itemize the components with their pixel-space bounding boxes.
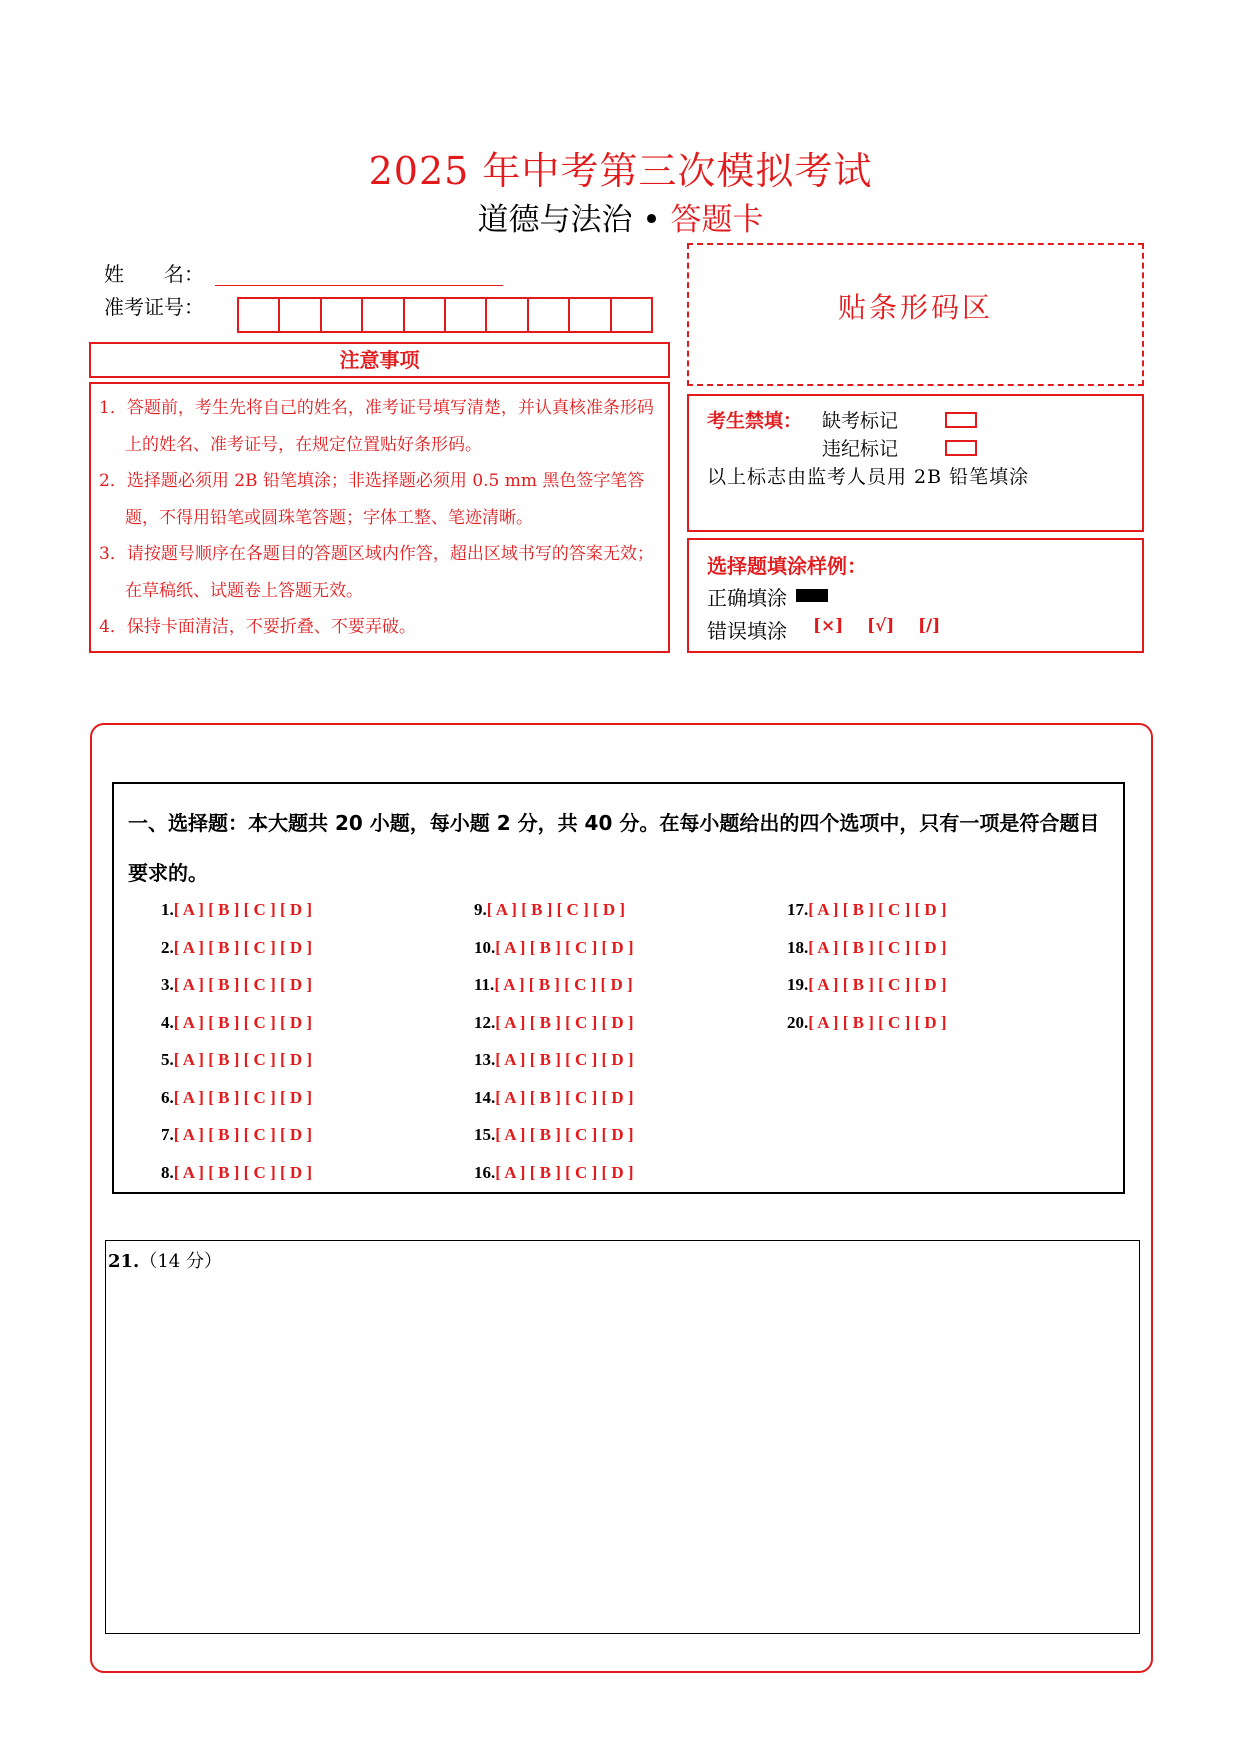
question-number: 14. xyxy=(474,1087,496,1107)
choice-question-row xyxy=(161,1013,312,1033)
name-label: 姓 名： xyxy=(104,262,204,286)
answer-options[interactable]: [ A ] [ B ] [ C ] [ D ] xyxy=(486,900,626,919)
id-digit-box[interactable] xyxy=(239,299,280,331)
proctor-note: 以上标志由监考人员用 2B 铅笔填涂 xyxy=(707,466,1030,488)
fill-example-heading: 选择题填涂样例： xyxy=(707,554,867,578)
choice-question-row xyxy=(474,1013,634,1033)
notice-heading: 注意事项 xyxy=(89,342,670,378)
answer-options[interactable]: [ A ] [ B ] [ C ] [ D ] xyxy=(495,1087,634,1107)
absent-label: 缺考标记 xyxy=(822,410,899,432)
choice-question-row xyxy=(787,1013,947,1033)
answer-options[interactable]: [ A ] [ B ] [ C ] [ D ] xyxy=(173,975,313,994)
violation-label: 违纪标记 xyxy=(822,438,899,460)
choice-question-row xyxy=(161,1163,312,1183)
question-number: 10. xyxy=(474,937,496,957)
choice-question-row xyxy=(474,938,634,958)
choice-question-row xyxy=(787,975,947,995)
wrong-mark-check: [√] xyxy=(867,616,895,636)
question-number: 16. xyxy=(474,1162,496,1182)
choice-question-row xyxy=(161,1088,312,1108)
wrong-fill-label: 错误填涂 xyxy=(707,619,787,643)
answer-options[interactable]: [ A ] [ B ] [ C ] [ D ] xyxy=(173,1125,313,1144)
answer-options[interactable]: [ A ] [ B ] [ C ] [ D ] xyxy=(808,975,947,994)
choice-question-row xyxy=(787,938,947,958)
question-number: 20. xyxy=(787,1012,809,1032)
absent-mark-box[interactable] xyxy=(945,412,977,428)
barcode-area xyxy=(687,243,1144,386)
answer-options[interactable]: [ A ] [ B ] [ C ] [ D ] xyxy=(495,1162,634,1182)
answer-options[interactable]: [ A ] [ B ] [ C ] [ D ] xyxy=(494,975,633,994)
question-number: 11. xyxy=(474,975,495,994)
id-digit-box[interactable] xyxy=(487,299,528,331)
wrong-fill-marks xyxy=(813,616,940,636)
answer-options[interactable]: [ A ] [ B ] [ C ] [ D ] xyxy=(495,937,634,957)
id-digit-box[interactable] xyxy=(363,299,404,331)
choice-question-row xyxy=(474,1163,634,1183)
id-digit-box[interactable] xyxy=(322,299,363,331)
answer-options[interactable]: [ A ] [ B ] [ C ] [ D ] xyxy=(495,1012,634,1032)
id-digit-box[interactable] xyxy=(280,299,321,331)
question-21-header xyxy=(108,1247,222,1273)
answer-options[interactable]: [ A ] [ B ] [ C ] [ D ] xyxy=(173,1012,313,1032)
question-21-score: （14 分） xyxy=(139,1251,222,1272)
notice-body xyxy=(89,382,670,653)
barcode-label: 贴条形码区 xyxy=(837,290,993,324)
notice-item: 3．请按题号顺序在各题目的答题区域内作答，超出区域书写的答案无效；在草稿纸、试题卷上答题无效。 xyxy=(99,544,654,601)
question-number: 3. xyxy=(161,975,174,994)
choice-question-row xyxy=(474,1050,634,1070)
answer-options[interactable]: [ A ] [ B ] [ C ] [ D ] xyxy=(808,937,947,957)
choice-question-row xyxy=(161,900,312,920)
exam-id-boxes[interactable] xyxy=(237,297,653,333)
answer-options[interactable]: [ A ] [ B ] [ C ] [ D ] xyxy=(495,1050,634,1069)
question-number: 6. xyxy=(161,1087,174,1107)
card-label: 答题卡 xyxy=(670,202,764,238)
question-number: 13. xyxy=(474,1050,496,1069)
violation-mark-box[interactable] xyxy=(945,440,977,456)
answer-options[interactable]: [ A ] [ B ] [ C ] [ D ] xyxy=(173,1087,313,1107)
choice-question-row xyxy=(161,975,312,995)
question-number: 4. xyxy=(161,1012,174,1032)
choice-question-row xyxy=(161,938,312,958)
notice-item: 1．答题前，考生先将自己的姓名，准考证号填写清楚，并认真核准条形码上的姓名、准考证号，在规定位置贴好条形码。 xyxy=(99,398,654,455)
card-subtitle xyxy=(0,194,1241,239)
id-label: 准考证号： xyxy=(104,295,204,319)
choice-question-row xyxy=(474,975,633,995)
proctor-heading: 考生禁填： xyxy=(707,410,803,432)
id-digit-box[interactable] xyxy=(612,299,651,331)
subject-name: 道德与法治 xyxy=(477,202,633,238)
notice-item: 2．选择题必须用 2B 铅笔填涂；非选择题必须用 0.5 mm 黑色签字笔答题，不得用铅笔或圆珠笔答题；字体工整、笔迹清晰。 xyxy=(99,471,645,528)
question-number: 12. xyxy=(474,1012,496,1032)
question-number: 9. xyxy=(474,900,487,919)
choice-question-row xyxy=(161,1125,312,1145)
answer-options[interactable]: [ A ] [ B ] [ C ] [ D ] xyxy=(173,937,313,957)
question-number: 2. xyxy=(161,937,174,957)
question-21-box[interactable] xyxy=(105,1240,1140,1634)
question-21-number: 21. xyxy=(108,1251,140,1272)
choice-question-row xyxy=(787,900,947,920)
correct-fill-mark xyxy=(796,589,828,602)
question-number: 5. xyxy=(161,1050,174,1069)
wrong-mark-slash: [/] xyxy=(917,616,941,636)
proctor-only-box xyxy=(687,394,1144,532)
answer-options[interactable]: [ A ] [ B ] [ C ] [ D ] xyxy=(173,1050,313,1069)
separator-dot: • xyxy=(642,202,661,238)
fill-example-box xyxy=(687,538,1144,653)
notice-item: 4．保持卡面清洁，不要折叠、不要弄破。 xyxy=(99,617,416,637)
choice-question-row xyxy=(474,1125,634,1145)
question-number: 17. xyxy=(787,900,809,919)
answer-options[interactable]: [ A ] [ B ] [ C ] [ D ] xyxy=(495,1125,634,1144)
id-digit-box[interactable] xyxy=(529,299,570,331)
question-number: 7. xyxy=(161,1125,174,1144)
id-digit-box[interactable] xyxy=(405,299,446,331)
answer-options[interactable]: [ A ] [ B ] [ C ] [ D ] xyxy=(173,900,313,919)
question-number: 18. xyxy=(787,937,809,957)
section1-instructions: 一、选择题：本大题共 20 小题，每小题 2 分，共 40 分。在每小题给出的四个选项中，只有一项是符合题目要求的。 xyxy=(128,811,1100,885)
choice-question-row xyxy=(474,900,625,920)
answer-options[interactable]: [ A ] [ B ] [ C ] [ D ] xyxy=(808,900,947,919)
choice-question-row xyxy=(474,1088,634,1108)
question-number: 8. xyxy=(161,1162,174,1182)
id-digit-box[interactable] xyxy=(570,299,611,331)
correct-fill-label: 正确填涂 xyxy=(707,586,787,610)
answer-options[interactable]: [ A ] [ B ] [ C ] [ D ] xyxy=(173,1162,313,1182)
question-number: 19. xyxy=(787,975,809,994)
exam-title: 2025 年中考第三次模拟考试 xyxy=(368,149,873,193)
choice-question-row xyxy=(161,1050,312,1070)
question-number: 15. xyxy=(474,1125,496,1144)
id-digit-box[interactable] xyxy=(446,299,487,331)
question-number: 1. xyxy=(161,900,174,919)
wrong-mark-x: [×] xyxy=(813,616,844,636)
answer-options[interactable]: [ A ] [ B ] [ C ] [ D ] xyxy=(808,1012,947,1032)
name-input-line[interactable] xyxy=(215,285,503,286)
